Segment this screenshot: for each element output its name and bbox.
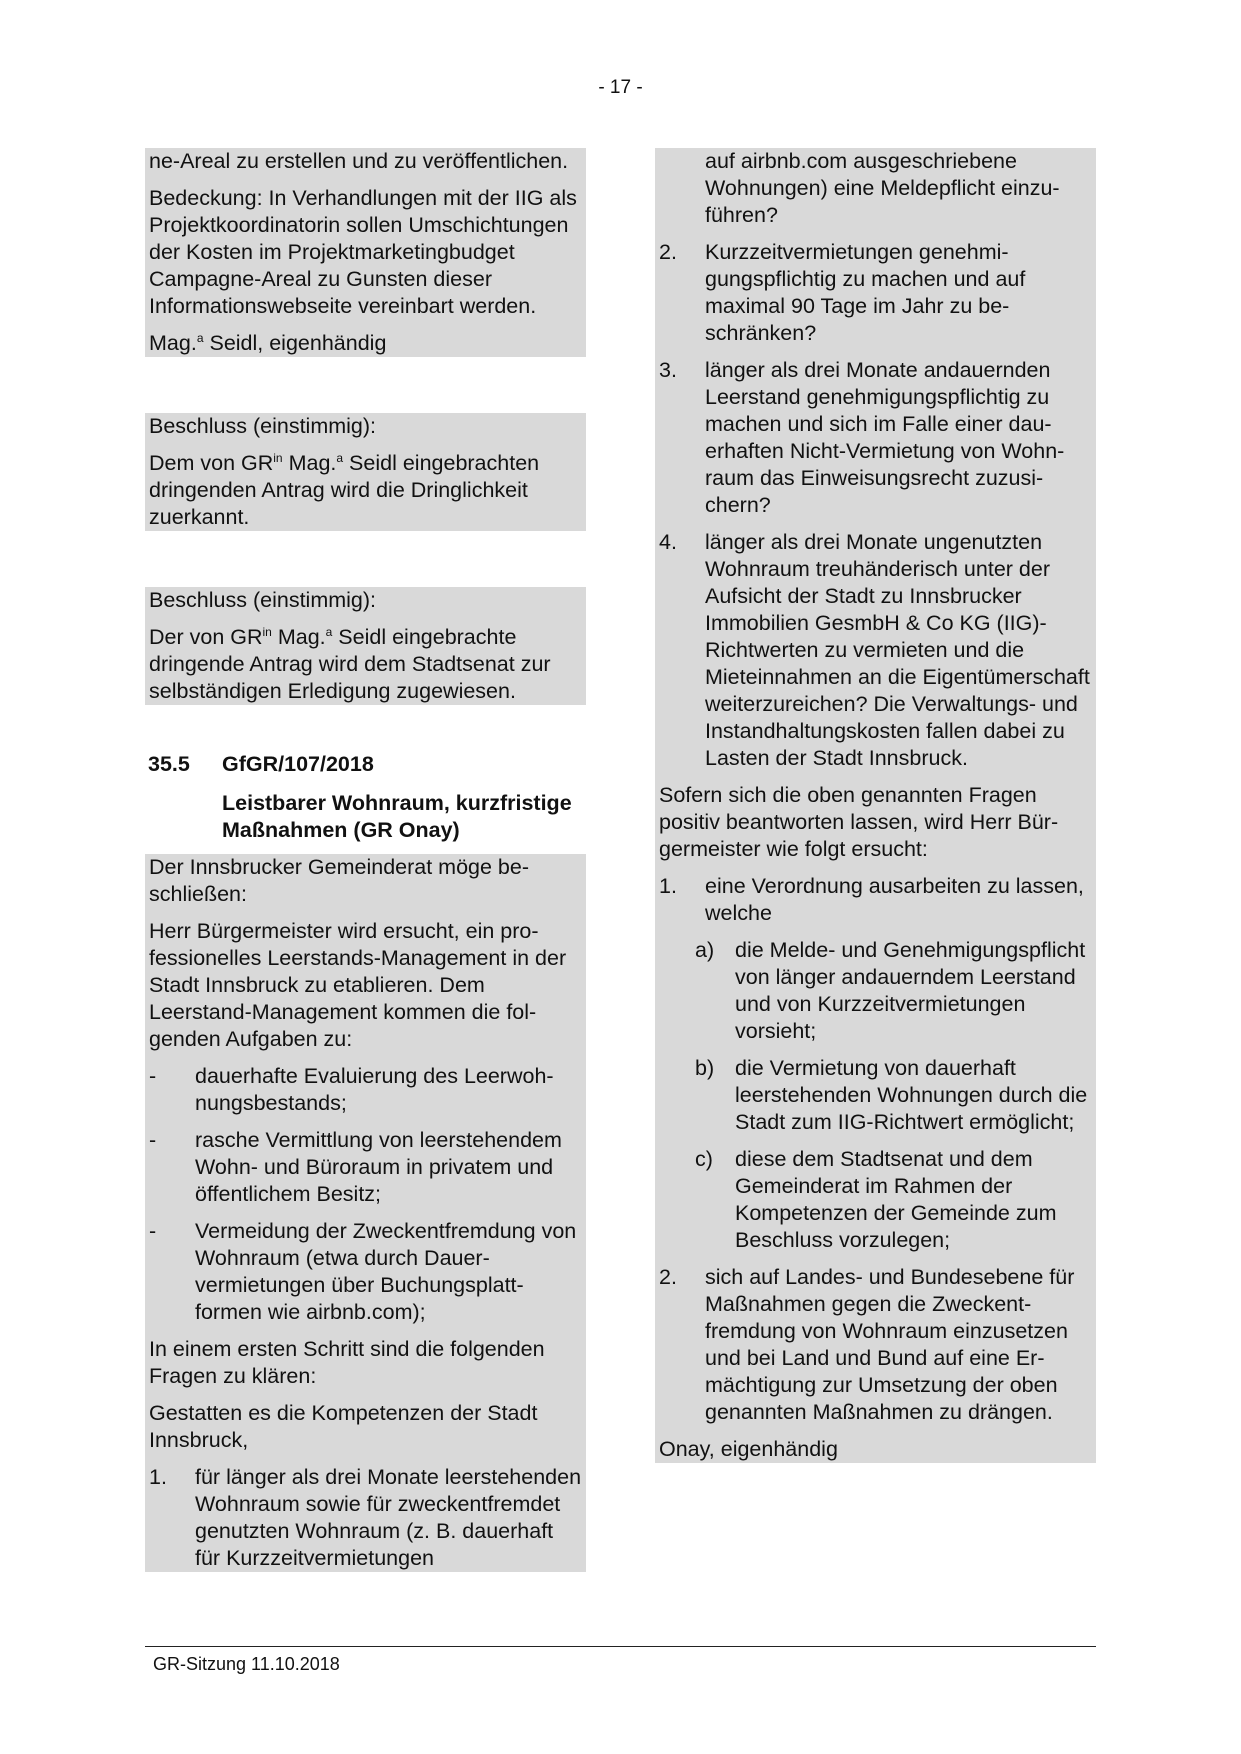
list-item: auf airbnb.com ausgeschriebene Wohnungen) eine Meldepflicht einzuführen? bbox=[705, 149, 1060, 227]
resolution-label: Beschluss (einstimmig): bbox=[149, 588, 376, 612]
questions-intro: In einem ersten Schritt sind die folgenden Fragen zu klären: bbox=[149, 1337, 545, 1388]
motion-intro: Der Innsbrucker Gemeinderat möge beschließen: bbox=[149, 855, 530, 906]
signature-seidl: Mag.$^a$ Seidl, eigenhändig bbox=[149, 331, 387, 355]
section-title: Leistbarer Wohnraum, kurzfristige Maßnahmen (GR Onay) bbox=[222, 791, 572, 842]
bedeckung-paragraph: Bedeckung: In Verhandlungen mit der IIG als Projektkoordinatorin sollen Umschichtungen der Kosten im Projektmarketingbudget Campagne-Areal zu Gunsten dieser Informationswebseite vereinbart werden. bbox=[149, 186, 577, 318]
signature-onay: Onay, eigenhändig bbox=[659, 1437, 838, 1461]
left-column bbox=[145, 148, 586, 1572]
sub-list-item: b) die Vermietung von dauerhaft leerstehenden Wohnungen durch die Stadt zum IIG-Richtwert ermöglicht; bbox=[695, 1056, 1088, 1134]
list-item: 3. länger als drei Monate andauernden Leerstand genehmigungspflichtig zu machen und sich im Falle einer dauerhaften Nicht-Vermietung von Wohnraum das Einweisungsrecht zuzusichern? bbox=[659, 358, 1065, 517]
list-item: - dauerhafte Evaluierung des Leerwohnungsbestands; bbox=[149, 1064, 554, 1115]
motion-continuation-block bbox=[145, 148, 586, 357]
resolution-label: Beschluss (einstimmig): bbox=[149, 414, 376, 438]
resolution-block-2 bbox=[145, 587, 586, 705]
section-heading bbox=[145, 751, 586, 778]
motion-request: Herr Bürgermeister wird ersucht, ein professionelles Leerstands-Management in der Stadt Innsbruck zu etablieren. Dem Leerstand-Management kommen die folgenden Aufgaben zu: bbox=[149, 919, 567, 1051]
sofern-paragraph: Sofern sich die oben genannten Fragen positiv beantworten lassen, wird Herr Bürgermeister wie folgt ersucht: bbox=[659, 783, 1059, 861]
list-item: 1. für länger als drei Monate leerstehenden Wohnraum sowie für zweckentfremdet genutzten Wohnraum (z. B. dauerhaft für Kurzzeitvermietungen bbox=[149, 1465, 582, 1570]
resolution-text: Dem von $GR^{in}$ Mag.$^a$ Seidl eingebrachten dringenden Antrag wird die Dringlichkeit zuerkannt. bbox=[149, 451, 540, 529]
resolution-text: Der von $GR^{in}$ Mag.$^a$ Seidl eingebrachte dringende Antrag wird dem Stadtsenat zur selbständigen Erledigung zugewiesen. bbox=[149, 625, 551, 703]
footer-divider bbox=[145, 1646, 1096, 1647]
section-code: GfGR/107/2018 bbox=[222, 752, 374, 776]
motion-block-continued bbox=[655, 148, 1096, 1463]
competence-question: Gestatten es die Kompetenzen der Stadt Innsbruck, bbox=[149, 1401, 538, 1452]
footer-text: GR-Sitzung 11.10.2018 bbox=[153, 1654, 340, 1674]
resolution-block-1 bbox=[145, 413, 586, 531]
list-item: - rasche Vermittlung von leerstehendem Wohn- und Büroraum in privatem und öffentlichem Besitz; bbox=[149, 1128, 562, 1206]
list-item: 2. sich auf Landes- und Bundesebene für Maßnahmen gegen die Zweckentfremdung von Wohnraum einzusetzen und bei Land und Bund auf eine Ermächtigung zur Umsetzung der oben genannten Maßnahmen zu drängen. bbox=[659, 1265, 1075, 1424]
intro-text: ne-Areal zu erstellen und zu veröffentlichen. bbox=[149, 149, 569, 173]
page-number: - 17 - bbox=[598, 77, 643, 98]
right-column bbox=[655, 148, 1096, 1463]
motion-block bbox=[145, 854, 586, 1572]
sub-list-item: c) diese dem Stadtsenat und dem Gemeinderat im Rahmen der Kompetenzen der Gemeinde zum Beschluss vorzulegen; bbox=[695, 1147, 1057, 1252]
list-item: - Vermeidung der Zweckentfremdung von Wohnraum (etwa durch Dauervermietungen über Buchungsplattformen wie airbnb.com); bbox=[149, 1219, 577, 1324]
list-item: 1. eine Verordnung ausarbeiten zu lassen, welche bbox=[659, 874, 1084, 925]
list-item: 4. länger als drei Monate ungenutzten Wohnraum treuhänderisch unter der Aufsicht der Stadt zu Innsbrucker Immobilien GesmbH & Co KG (IIG)-Richtwerten zu vermieten und die Mieteinnahmen an die Eigentümerschaft weiterzureichen? Die Verwaltungs- und Instandhaltungskosten fallen dabei zu Lasten der Stadt Innsbruck. bbox=[659, 530, 1090, 770]
list-item: 2. Kurzzeitvermietungen genehmigungspflichtig zu machen und auf maximal 90 Tage im Jahr zu beschränken? bbox=[659, 240, 1026, 345]
sub-list-item: a) die Melde- und Genehmigungspflicht von länger andauerndem Leerstand und von Kurzzeitvermietungen vorsieht; bbox=[695, 938, 1086, 1043]
section-number: 35.5 bbox=[148, 752, 190, 776]
